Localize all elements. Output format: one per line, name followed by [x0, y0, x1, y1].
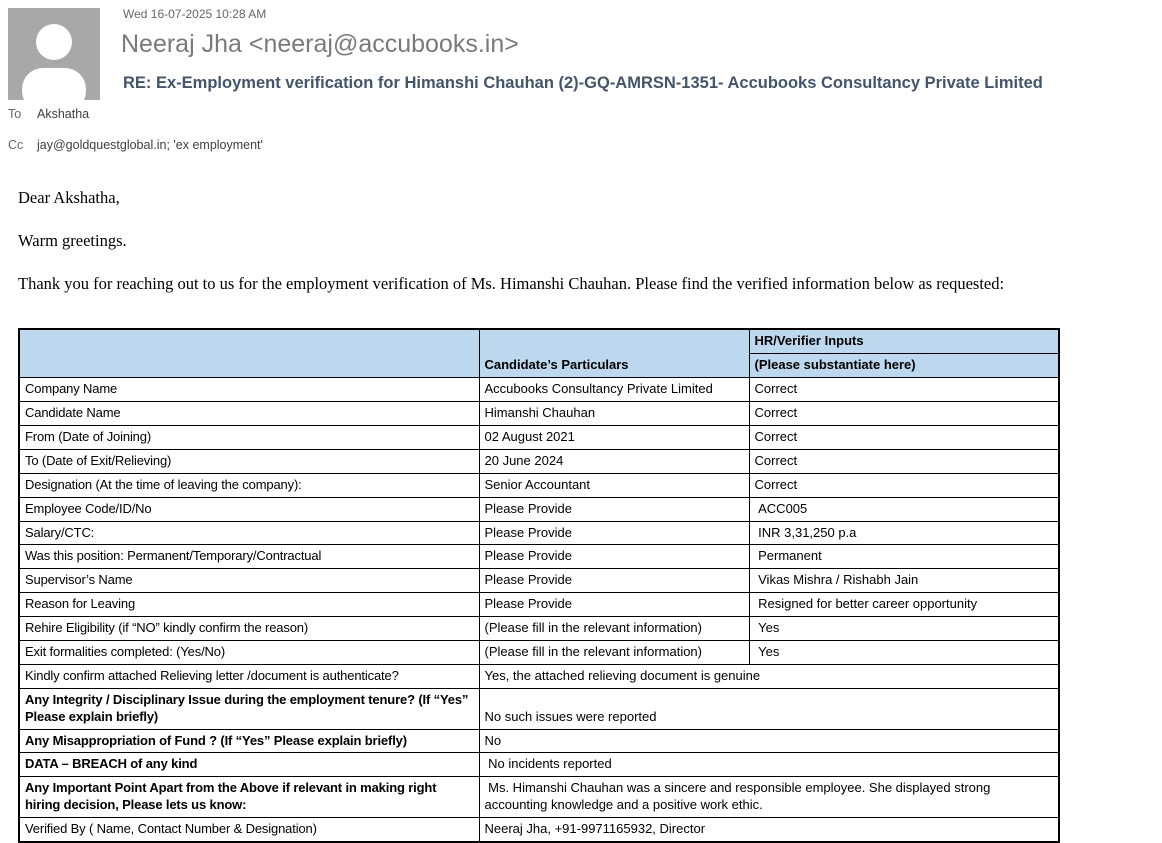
row-label: Reason for Leaving	[19, 593, 479, 617]
table-row	[19, 753, 1059, 777]
table-row	[19, 473, 1059, 497]
table-row	[19, 569, 1059, 593]
row-particulars: 20 June 2024	[479, 449, 749, 473]
row-label: Kindly confirm attached Relieving letter /document is authenticate?	[19, 664, 479, 688]
row-hr-input: Yes	[749, 617, 1059, 641]
to-recipient[interactable]: Akshatha	[37, 107, 90, 121]
cc-label: Cc	[8, 138, 24, 152]
row-hr-input: Yes	[749, 640, 1059, 664]
row-particulars: Please Provide	[479, 545, 749, 569]
to-label: To	[8, 107, 22, 121]
row-particulars: (Please fill in the relevant information)	[479, 617, 749, 641]
row-label: Verified By ( Name, Contact Number & Designation)	[19, 818, 479, 842]
table-row	[19, 425, 1059, 449]
table-row	[19, 617, 1059, 641]
row-hr-input: Correct	[749, 378, 1059, 402]
row-label: Was this position: Permanent/Temporary/Contractual	[19, 545, 479, 569]
cc-recipients[interactable]: jay@goldquestglobal.in; 'ex employment'	[37, 138, 263, 152]
row-label: DATA – BREACH of any kind	[19, 753, 479, 777]
row-label: Candidate Name	[19, 402, 479, 426]
row-hr-input: Correct	[749, 402, 1059, 426]
table-row	[19, 777, 1059, 818]
table-row	[19, 402, 1059, 426]
email-body	[18, 188, 1144, 293]
row-particulars: Senior Accountant	[479, 473, 749, 497]
greeting-line-2: Warm greetings.	[18, 230, 127, 250]
header-blank-cell	[19, 329, 479, 377]
email-header	[0, 0, 1162, 178]
sender-avatar[interactable]	[8, 8, 100, 100]
table-row	[19, 545, 1059, 569]
row-merged-value: No	[479, 729, 1059, 753]
row-label: Any Important Point Apart from the Above if relevant in making right hiring decision, Please lets us know:	[19, 777, 479, 818]
row-merged-value: Ms. Himanshi Chauhan was a sincere and responsible employee. She displayed strong accounting knowledge and a positive work ethic.	[479, 777, 1059, 818]
table-row	[19, 664, 1059, 688]
row-label: Company Name	[19, 378, 479, 402]
cc-row	[8, 138, 263, 152]
table-row	[19, 449, 1059, 473]
row-label: Designation (At the time of leaving the company):	[19, 473, 479, 497]
sender-name[interactable]: Neeraj Jha <neeraj@accubooks.in>	[121, 30, 519, 58]
row-merged-value: Yes, the attached relieving document is genuine	[479, 664, 1059, 688]
row-merged-value: Neeraj Jha, +91-9971165932, Director	[479, 818, 1059, 842]
row-particulars: 02 August 2021	[479, 425, 749, 449]
intro-paragraph: Thank you for reaching out to us for the employment verification of Ms. Himanshi Chauhan. Please find the verified information below as requested:	[18, 273, 1005, 293]
row-label: From (Date of Joining)	[19, 425, 479, 449]
row-hr-input: Correct	[749, 425, 1059, 449]
row-hr-input: Resigned for better career opportunity	[749, 593, 1059, 617]
row-particulars: (Please fill in the relevant information)	[479, 640, 749, 664]
table-row	[19, 729, 1059, 753]
header-candidate-particulars: Candidate’s Particulars	[479, 329, 749, 377]
row-merged-value: No incidents reported	[479, 753, 1059, 777]
row-label: Salary/CTC:	[19, 521, 479, 545]
row-hr-input: Permanent	[749, 545, 1059, 569]
row-particulars: Please Provide	[479, 521, 749, 545]
table-header-row-1	[19, 329, 1059, 353]
row-particulars: Himanshi Chauhan	[479, 402, 749, 426]
row-hr-input: Correct	[749, 473, 1059, 497]
row-label: Supervisor’s Name	[19, 569, 479, 593]
table-row	[19, 818, 1059, 842]
row-label: To (Date of Exit/Relieving)	[19, 449, 479, 473]
row-label: Exit formalities completed: (Yes/No)	[19, 640, 479, 664]
row-label: Any Integrity / Disciplinary Issue during the employment tenure? (If “Yes” Please explain briefly)	[19, 688, 479, 729]
row-particulars: Please Provide	[479, 569, 749, 593]
table-row	[19, 497, 1059, 521]
row-particulars: Please Provide	[479, 593, 749, 617]
header-please-substantiate: (Please substantiate here)	[749, 354, 1059, 378]
person-silhouette-icon	[8, 8, 100, 100]
row-label: Any Misappropriation of Fund ? (If “Yes” Please explain briefly)	[19, 729, 479, 753]
greeting-line: Dear Akshatha,	[18, 188, 120, 207]
table-row	[19, 593, 1059, 617]
row-label: Rehire Eligibility (if “NO” kindly confirm the reason)	[19, 617, 479, 641]
verification-table	[18, 328, 1060, 843]
row-hr-input: INR 3,31,250 p.a	[749, 521, 1059, 545]
row-label: Employee Code/ID/No	[19, 497, 479, 521]
row-hr-input: Correct	[749, 449, 1059, 473]
row-merged-value: No such issues were reported	[479, 688, 1059, 729]
row-particulars: Please Provide	[479, 497, 749, 521]
header-hr-verifier-inputs: HR/Verifier Inputs	[749, 329, 1059, 353]
table-row	[19, 640, 1059, 664]
row-hr-input: Vikas Mishra / Rishabh Jain	[749, 569, 1059, 593]
verification-table-body	[19, 378, 1059, 842]
email-timestamp: Wed 16-07-2025 10:28 AM	[123, 7, 267, 21]
email-subject: RE: Ex-Employment verification for Himanshi Chauhan (2)-GQ-AMRSN-1351- Accubooks Consultancy Private Limited	[123, 74, 1043, 92]
table-row	[19, 688, 1059, 729]
row-hr-input: ACC005	[749, 497, 1059, 521]
table-row	[19, 521, 1059, 545]
to-row	[8, 107, 89, 121]
table-row	[19, 378, 1059, 402]
row-particulars: Accubooks Consultancy Private Limited	[479, 378, 749, 402]
